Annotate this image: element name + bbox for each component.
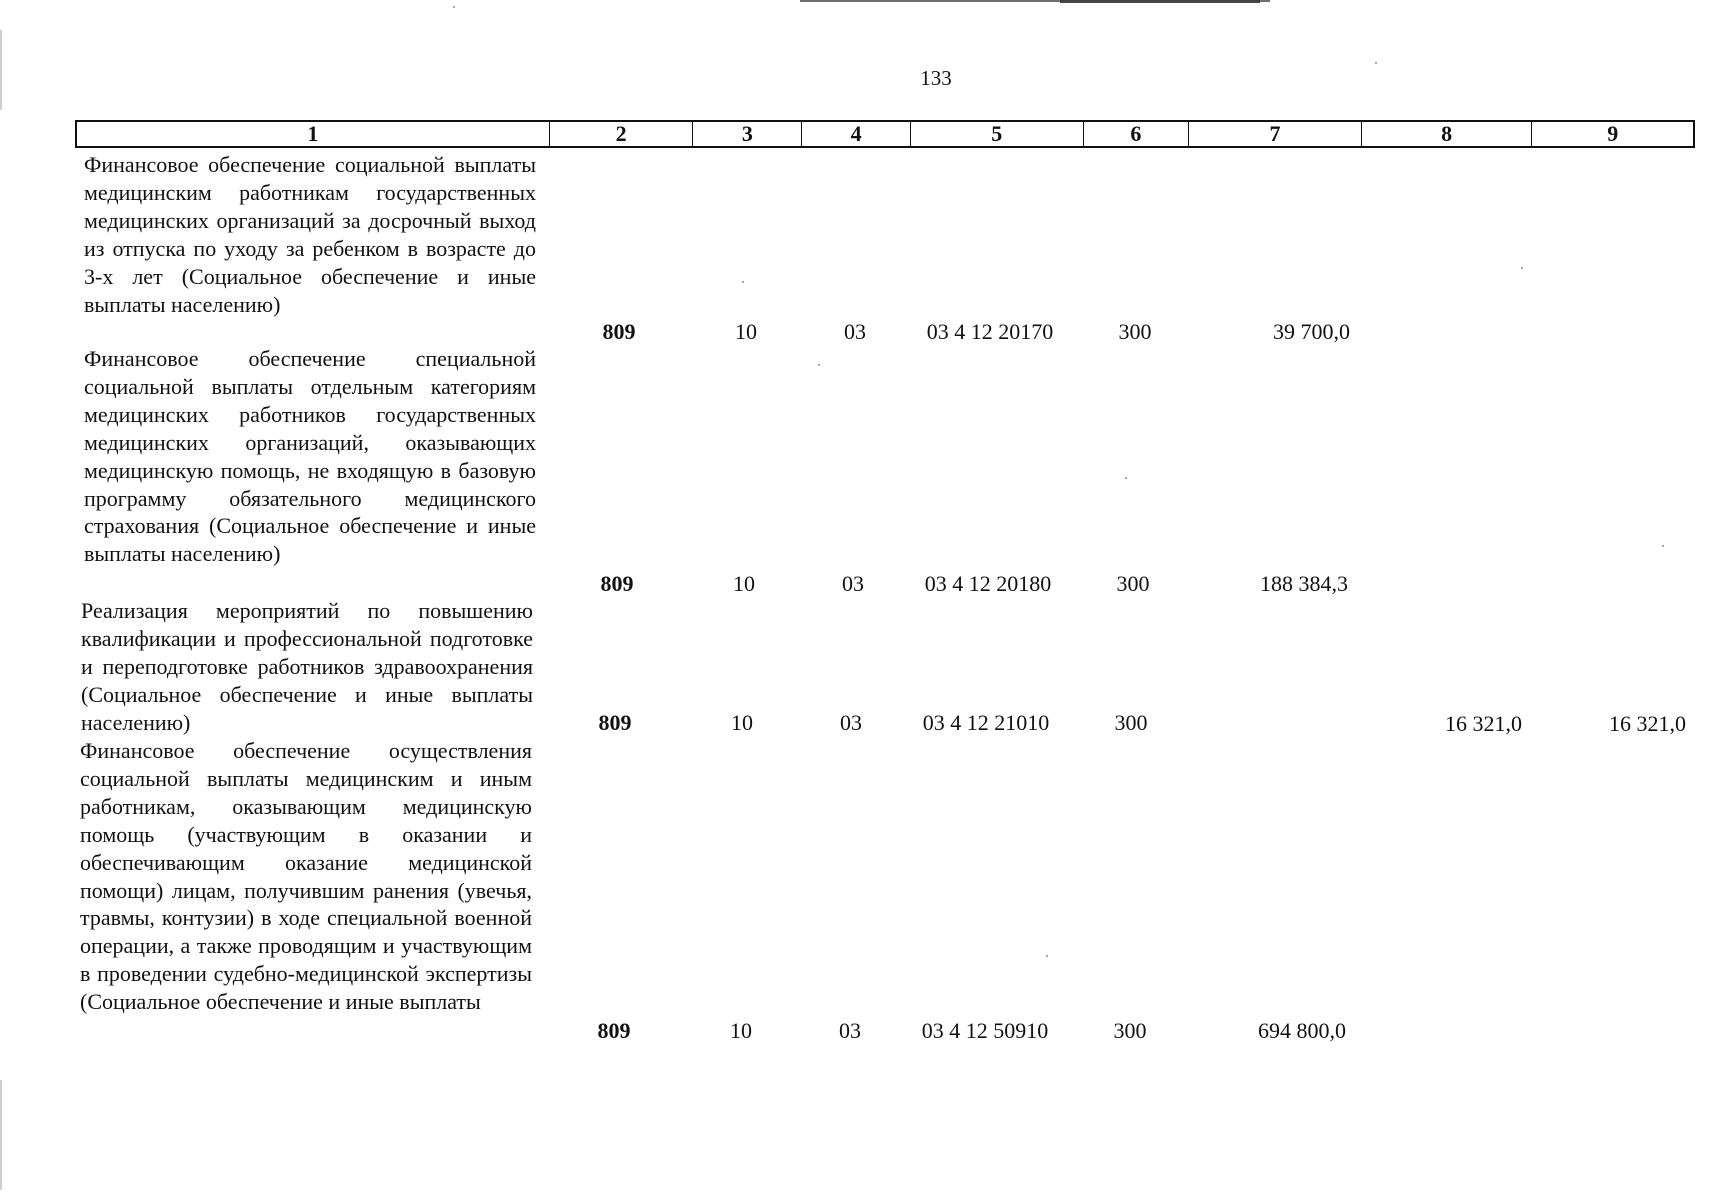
- cell-col-5: 03 4 12 21010: [922, 710, 1050, 735]
- cell-col-4: 03: [839, 1018, 861, 1043]
- scan-speck: [818, 364, 820, 366]
- header-col-2: 2: [550, 122, 694, 146]
- cell-col-3: 10: [730, 1018, 752, 1043]
- cell-col-8: 16 321,0: [1445, 711, 1522, 736]
- table-header: [75, 120, 1695, 148]
- margin-mark: [0, 1080, 2, 1190]
- row-description: Финансовое обеспечение специальной социальной выплаты отдельным категориям медицинских работников государственных медицинских организаций, оказывающих медицинскую помощь, не входящую в базовую программу обязательного медицинского страхования (Социальное обеспечение и иные выплаты населению): [84, 346, 536, 567]
- scan-speck: [1046, 955, 1048, 957]
- cell-col-7: 694 800,0: [1258, 1018, 1346, 1043]
- scan-line: [1060, 0, 1260, 3]
- header-col-3: 3: [693, 122, 802, 146]
- page-number: 133: [920, 66, 952, 90]
- cell-col-4: 03: [844, 319, 866, 344]
- cell-col-3: 10: [731, 710, 753, 735]
- row-description: Реализация мероприятий по повышению квалификации и профессиональной подготовке и переподготовке работников здравоохранения (Социальное обеспечение и иные выплаты населению): [81, 598, 533, 735]
- row-description: Финансовое обеспечение осуществления социальной выплаты медицинским и иным работникам, оказывающим медицинскую помощь (участвующим в оказании и обеспечивающим оказание медицинской помощи) лицам, получившим ранения (увечья, травмы, контузии) в ходе специальной военной операции, а также проводящим и участвующим в проведении судебно-медицинской экспертизы (Социальное обеспечение и иные выплаты: [80, 738, 532, 1015]
- header-col-4: 4: [802, 122, 911, 146]
- header-col-5: 5: [911, 122, 1084, 146]
- cell-col-4: 03: [842, 571, 864, 596]
- cell-col-2: 809: [598, 710, 632, 735]
- header-col-7: 7: [1189, 122, 1362, 146]
- cell-col-6: 300: [1118, 319, 1152, 344]
- scan-speck: [1375, 62, 1377, 64]
- cell-col-7: 188 384,3: [1260, 571, 1348, 596]
- cell-col-3: 10: [735, 319, 757, 344]
- cell-col-7: 39 700,0: [1273, 319, 1350, 344]
- cell-col-4: 03: [840, 710, 862, 735]
- cell-col-2: 809: [600, 571, 634, 596]
- cell-col-6: 300: [1113, 1018, 1147, 1043]
- header-col-1: 1: [77, 122, 550, 146]
- row-description: Финансовое обеспечение социальной выплаты медицинским работникам государственных медицинских организаций за досрочный выход из отпуска по уходу за ребенком в возрасте до 3-х лет (Социальное обеспечение и иные выплаты населению): [84, 152, 536, 317]
- scan-speck: [742, 281, 744, 283]
- cell-col-2: 809: [602, 319, 636, 344]
- cell-col-6: 300: [1116, 571, 1150, 596]
- header-col-6: 6: [1084, 122, 1190, 146]
- header-col-9: 9: [1607, 121, 1619, 146]
- cell-col-5: 03 4 12 50910: [921, 1018, 1049, 1043]
- scan-speck: [1662, 545, 1664, 547]
- cell-col-9: 16 321,0: [1609, 711, 1686, 736]
- cell-col-5: 03 4 12 20170: [926, 319, 1054, 344]
- cell-col-3: 10: [733, 571, 755, 596]
- scan-speck: [1521, 267, 1523, 269]
- cell-col-5: 03 4 12 20180: [924, 571, 1052, 596]
- cell-col-6: 300: [1114, 710, 1148, 735]
- scan-speck: [1125, 477, 1127, 479]
- scan-speck: [453, 6, 455, 8]
- header-col-8: 8: [1362, 122, 1533, 146]
- cell-col-2: 809: [597, 1018, 631, 1043]
